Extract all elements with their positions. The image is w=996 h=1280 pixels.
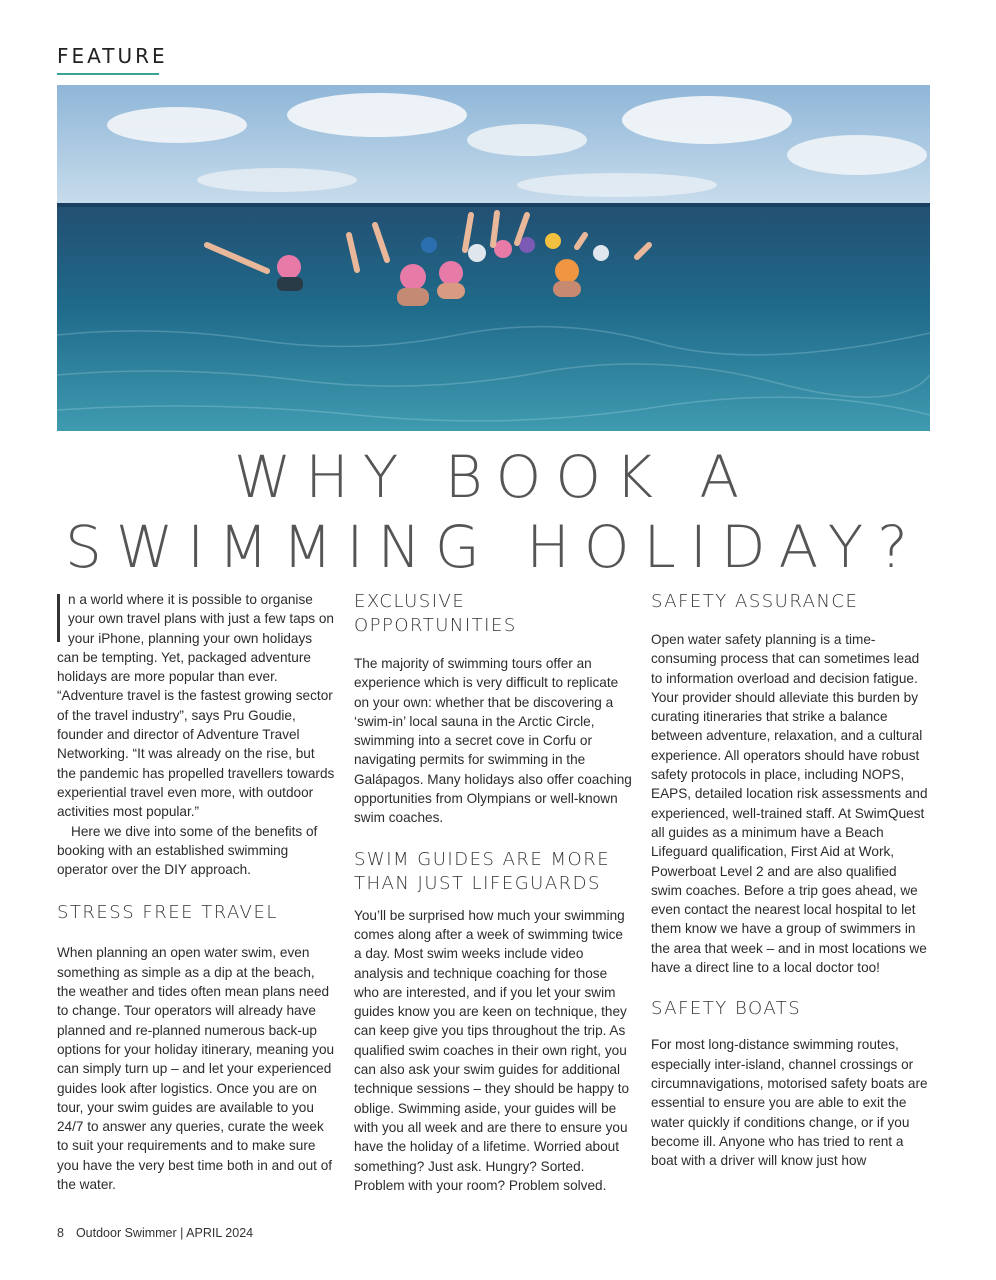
heading-swim-guides: SWIM GUIDES ARE MORE THAN JUST LIFEGUARDS [354, 848, 611, 894]
heading-safety-boats: SAFETY BOATS [651, 998, 802, 1020]
column-1 [57, 590, 337, 1194]
drop-cap [57, 594, 60, 642]
intro-text: n a world where it is possible to organise your own travel plans with just a few taps on your iPhone, planning your own holidays can be tempting. Yet, packaged adventure holidays are more popular than ever. “Adventure travel is the fastest growing sector of the travel industry”, says Pru Goudie, founder and director of Adventure Travel Networking. “It was already on the rise, but the pandemic has propelled travellers towards experiential travel even more, with outdoor activities most popular.” [57, 592, 335, 820]
page-number: 8 [57, 1226, 64, 1240]
hero-photo [57, 85, 930, 431]
page-footer [57, 1226, 253, 1240]
heading-safety-assurance: SAFETY ASSURANCE [651, 591, 859, 612]
intro-paragraph-2: Here we dive into some of the benefits of booking with an established swimming operator over the DIY approach. [57, 823, 318, 878]
photo-group-of-swimmers-icon [57, 85, 930, 431]
section-underline [57, 73, 159, 75]
swim-guides-body: You’ll be surprised how much your swimming comes along after a week of swimming twice a day. Most swim weeks include video analysis and technique coaching for those who are interested, and if you let your swim guides know you are keen on technique, they can keep give you tips throughout the trip. As qualified swim coaches in their own right, you can also ask your swim guides for additional technique sessions – they should be happy to oblige. Swimming aside, your guides will be with you all week and are there to ensure you have the holiday of a lifetime. Worried about something? Just ask. Hungry? Sorted. Problem with your room? Problem solved. [354, 907, 630, 1193]
headline-line-2: SWIMMING HOLIDAY? [65, 513, 922, 581]
stress-free-body: When planning an open water swim, even something as simple as a dip at the beach, the weather and tides often mean plans need to change. Tour operators will already have planned and re-planned numerous back-up options for your holiday itinerary, meaning you can simply turn up – and let your experienced guides look after logistics. Once you are on tour, your swim guides are available to you 24/7 to answer any queries, curate the week to suit your requirements and to make sure you have the very best time both in and out of the water. [57, 945, 335, 1193]
heading-exclusive-opportunities: EXCLUSIVE OPPORTUNITIES [354, 591, 517, 636]
safety-boats-body: For most long-distance swimming routes, especially inter-island, channel crossings or circumnavigations, motorised safety boats are essential to ensure you are able to exit the water quickly if conditions change, or if you become ill. Anyone who has tried to rent a boat with a driver will know just how [651, 1037, 928, 1169]
headline-line-1: WHY BOOK A [233, 443, 754, 511]
safety-assurance-body: Open water safety planning is a time-consuming process that can sometimes lead to information overload and decision fatigue. Your provider should alleviate this burden by curating itineraries that strike a balance between adventure, relaxation, and a cultural experience. All operators should have robust safety protocols in place, including NOPS, EAPS, detailed location risk assessments and experienced, well-trained staff. At SwimQuest all guides as a minimum have a Beach Lifeguard qualification, First Aid at Work, Powerboat Level 2 and are also qualified swim coaches. Before a trip goes ahead, we even contact the nearest local hospital to let them know we have a group of swimmers in the area that week – and in most locations we have a direct line to a local doctor too! [651, 632, 928, 976]
intro-paragraph [57, 590, 337, 822]
exclusive-body: The majority of swimming tours offer an experience which is very difficult to replicate on your own: whether that be discovering a ‘swim-in’ local sauna in the Arctic Circle, swimming into a secret cove in Corfu or navigating permits for swimming in the Galápagos. Many holidays also offer coaching opportunities from Olympians or well-known swim coaches. [354, 656, 632, 826]
publication-info: Outdoor Swimmer | APRIL 2024 [75, 1226, 254, 1240]
heading-stress-free-travel: STRESS FREE TRAVEL [57, 902, 278, 924]
column-3 [651, 590, 931, 1170]
headline [57, 442, 930, 582]
column-2 [354, 590, 634, 1195]
section-label: FEATURE [57, 44, 168, 68]
